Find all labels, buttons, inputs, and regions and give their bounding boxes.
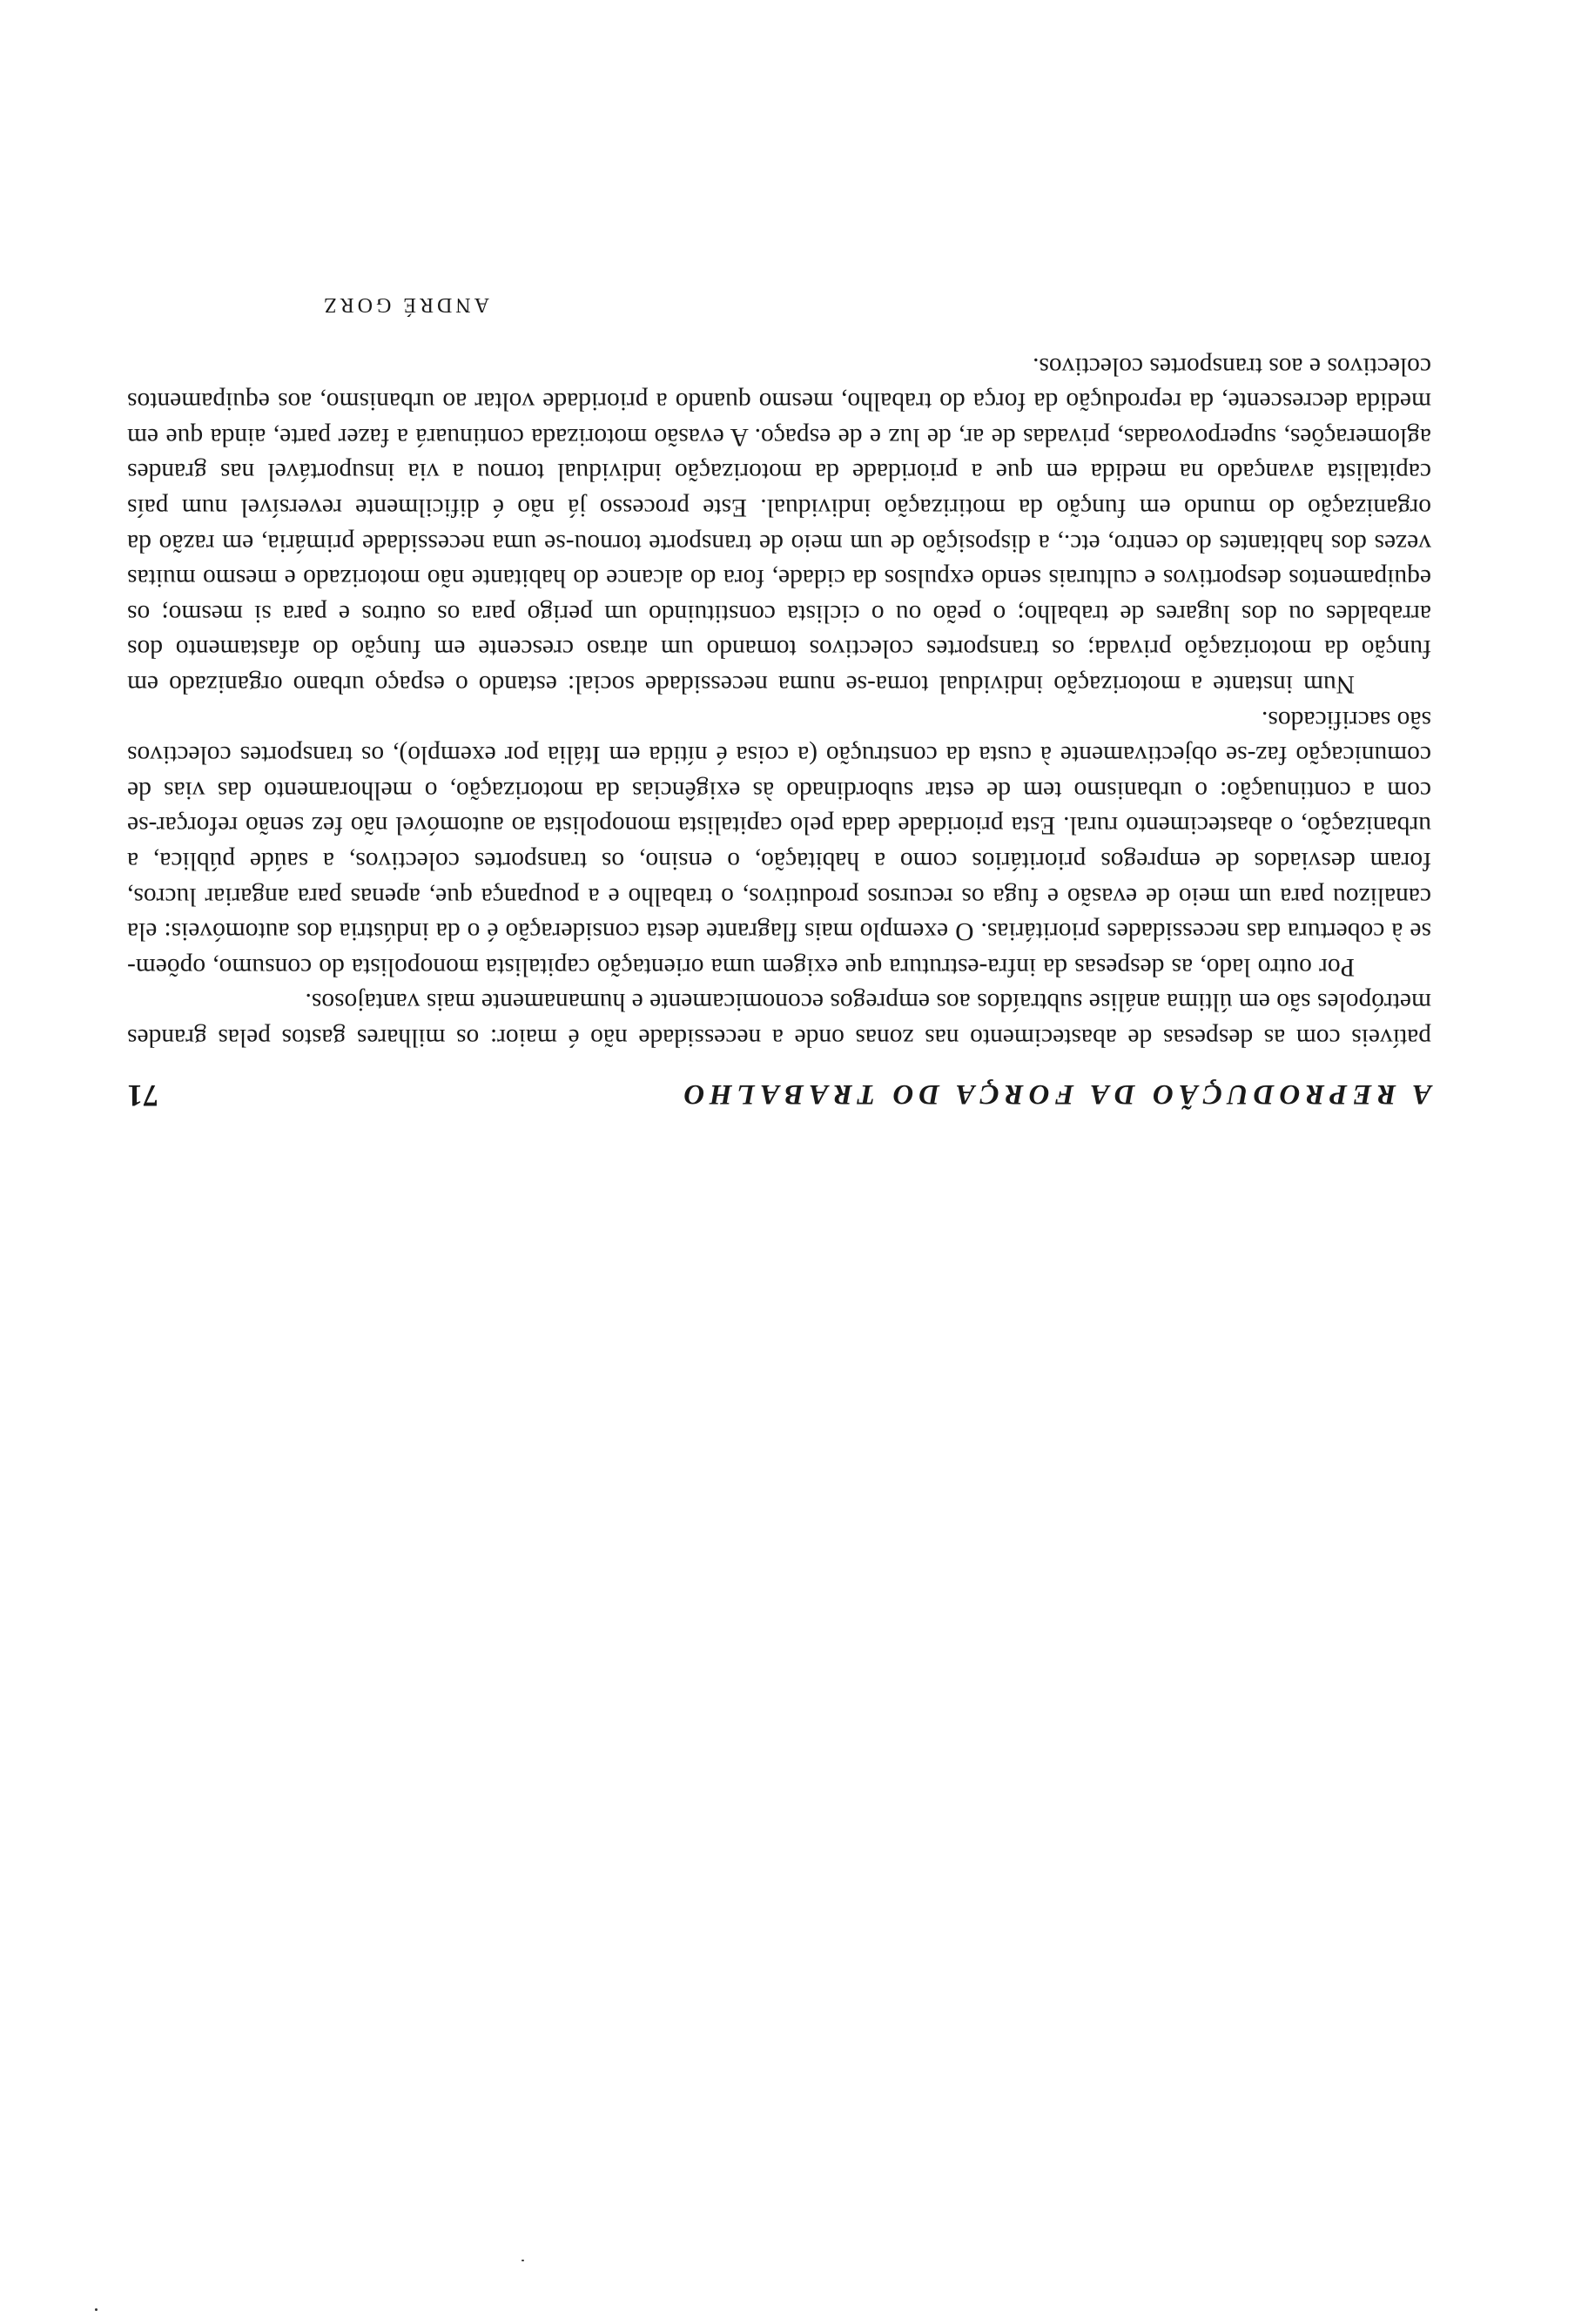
paragraph: patíveis com as despesas de abastecimento nas zonas onde a necessidade não é maior: os milhares gastos pelas grandes metrópoles são em última análise subtraídos aos empregos economicamente e humanamente mais vantajosos.	[127, 988, 1431, 1051]
body-text	[127, 287, 1431, 1055]
running-head: A REPRODUÇÃO DA FORÇA DO TRABALHO	[678, 1078, 1431, 1110]
page-number: 71	[127, 1078, 158, 1113]
ink-speck	[95, 2308, 98, 2311]
ink-speck	[521, 2260, 524, 2261]
paragraph: Por outro lado, as despesas da infra-estrutura que exigem uma orientação capitalista monopolista do consumo, opõem-se à cobertura das necessidades prioritárias. O exemplo mais flagrante desta consideração é o da indústria dos automóveis: ela canalizou para um meio de evasão e fuga os recursos produtivos, o trabalho e a poupança que, apenas para angariar lucros, foram desviados de empregos prioritários como a habitação, o ensino, os transportes colectivos, a saúde pública, a urbanização, o abastecimento rural. Esta prioridade dada pelo capitalista monopolista ao automóvel não fez senão reforçar-se com a continuação: o urbanismo tem de estar subordinado às exigências da motorização, o melhoramento das vias de comunicação faz-se objectivamente à custa da construção (a coisa é nítida em Itália por exemplo), os transportes colectivos são sacrificados.	[127, 705, 1431, 981]
author-signature: ANDRÉ GORZ	[320, 293, 489, 317]
page-header	[127, 1078, 1431, 1114]
paragraph: Num instante a motorização individual torna-se numa necessidade social: estando o espaço urbano organizado em função da motorização privada; os transportes colectivos tomando um atraso crescente em função do afastamento dos arrabaldes ou dos lugares de trabalho; o peão ou o ciclista constituindo um perigo para os outros e para si mesmo; os equipamentos desportivos e culturais sendo expulsos da cidade, fora do alcance do habitante não motorizado e mesmo muitas vezes dos habitantes do centro, etc., a disposição de um meio de transporte tornou-se uma necessidade primária, em razão da organização do mundo em função da motirização individual. Este processo já não é dificilmente reversível num país capitalista avançado na medida em que a prioridade da motorização individual tornou a via insuportável nas grandes aglomerações, superpovoadas, privadas de ar, de luz e de espaço. A evasão motorizada continuará a fazer parte, ainda que em medida decrescente, da reprodução da força do trabalho, mesmo quando a prioridade voltar ao urbanismo, aos equipamentos colectivos e aos transportes colectivos.	[127, 352, 1431, 699]
